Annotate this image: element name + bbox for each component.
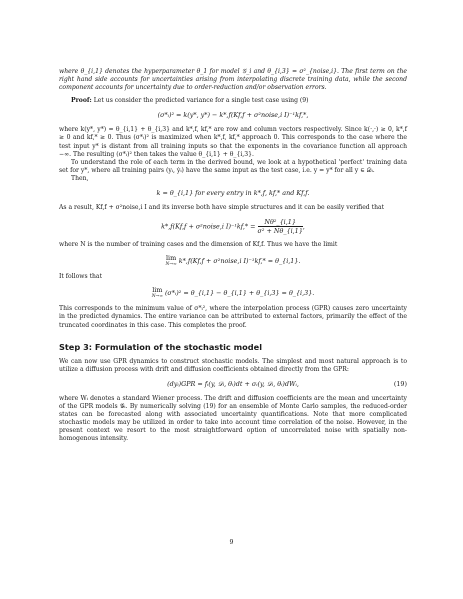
equation-verified: k*,f(Kf,f + σ²noise,i I)⁻¹kf,* = $\frac{\text{Nθ²\_\{i,1\}}}{\text{σ² + Nθ\_\{i,1\}}}$ , — [161, 218, 305, 236]
equation-limit-2: lim N→∞ (σ*ᵢ)² = θ_{i,1} − θ_{i,1} + θ_{i,3} = θ_{i,3}. — [151, 286, 315, 300]
page-number: 9 — [229, 539, 234, 546]
proof-paragraph — [59, 97, 407, 105]
equation-sde: (dyᵢ)GPR = fᵢ(y, 𝒟ᵢ, θᵢ)dt + σᵢ(y, 𝒟ᵢ, θᵢ)dWᵢ, (19) — [167, 379, 407, 388]
paragraph-wiener: where Wᵢ denotes a standard Wiener process. The drift and diffusion coefficients are the mean and uncertainty of the GPR models 𝒢ᵢ. By numerically solving (19) for an ensemble of Monte Carlo samples, the reduced-order states can be forecasted along with associated uncertainty quantifications. Note that more complicated stochastic models may be utilized in order to take into account time correlation of the noise. However, in the present context we resort to the most straightforward option of uncorrelated noise with spatially non-homogenous intensity. — [59, 394, 407, 443]
paragraph-step3: We can now use GPR dynamics to construct stochastic models. The simplest and most natural approach is to utilize a diffusion process with drift and diffusion coefficients obtained directly from the GPR: — [59, 357, 407, 373]
paragraph-follows: It follows that — [59, 273, 103, 281]
paragraph-then: Then, — [71, 174, 89, 182]
paragraph-understand: To understand the role of each term in the derived bound, we look at a hypothetical 'perfect' training data set for y*, where all training pairs (yᵢ, ẏᵢ) have the same input as the test case, i.e. y = y* for all y ∈ 𝒟ᵢ. — [59, 158, 407, 174]
paper-page — [59, 68, 407, 443]
equation-k: k = θ_{i,1} for every entry in k*,f, kf,* and Kf,f. — [156, 189, 310, 198]
intro-paragraph: where θ_{i,1} denotes the hyperparameter θ_1 for model 𝒢_i and θ_{i,3} = σ²_{noise,i}. The first term on the right hand side accounts for uncertainties arising from interpolating discrete training data, while the second component accounts for uncertainty due to order-reduction and/or observation errors. — [59, 68, 407, 92]
section-heading: Step 3: Formulation of the stochastic model — [59, 341, 263, 352]
equation-limit-1: lim N→∞ k*,f(Kf,f + σ²noise,i I)⁻¹kf,* = θ_{i,1}. — [165, 254, 301, 268]
equation-variance: (σ*ᵢ)² = k(y*, y*) − k*,f(Kf,f + σ²noise,i I)⁻¹kf,*, — [157, 111, 309, 120]
equation-number: (19) — [393, 379, 407, 388]
paragraph-result: As a result, Kf,f + σ²noise,i I and its inverse both have simple structures and it can be easily verified that — [59, 204, 385, 212]
paragraph-n: where N is the number of training cases and the dimension of Kf,f. Thus we have the limit — [59, 241, 338, 249]
fraction: $\frac{\text{Nθ²\_\{i,1\}}}{\text{σ² + Nθ\_\{i,1\}}}$ — [257, 218, 303, 236]
paragraph-minimum: This corresponds to the minimum value of σ*ᵢ², where the interpolation process (GPR) causes zero uncertainty in the predicted dynamics. The entire variance can be attributed to external factors, primarily the effect of the truncated coordinates in this case. This completes the proof. — [59, 305, 407, 329]
paragraph-where: where k(y*, y*) = θ_{i,1} + θ_{i,3} and k*,f, kf,* are row and column vectors respectively. Since k(·,·) ≥ 0, k*,f ≥ 0 and kf,* ≥ 0. Thus (σ*ᵢ)² is maximized when k*,f, kf,* approach 0. This corresponds to the case where the test input y* is distant from all training inputs so that the exponents in the covariance function all approach −∞. The resulting (σ*ᵢ)² then takes the value θ_{i,1} + θ_{i,3}. — [59, 126, 407, 158]
proof-text: Let us consider the predicted variance for a single test case using (9) — [93, 97, 309, 105]
proof-label: Proof: — [71, 97, 92, 105]
